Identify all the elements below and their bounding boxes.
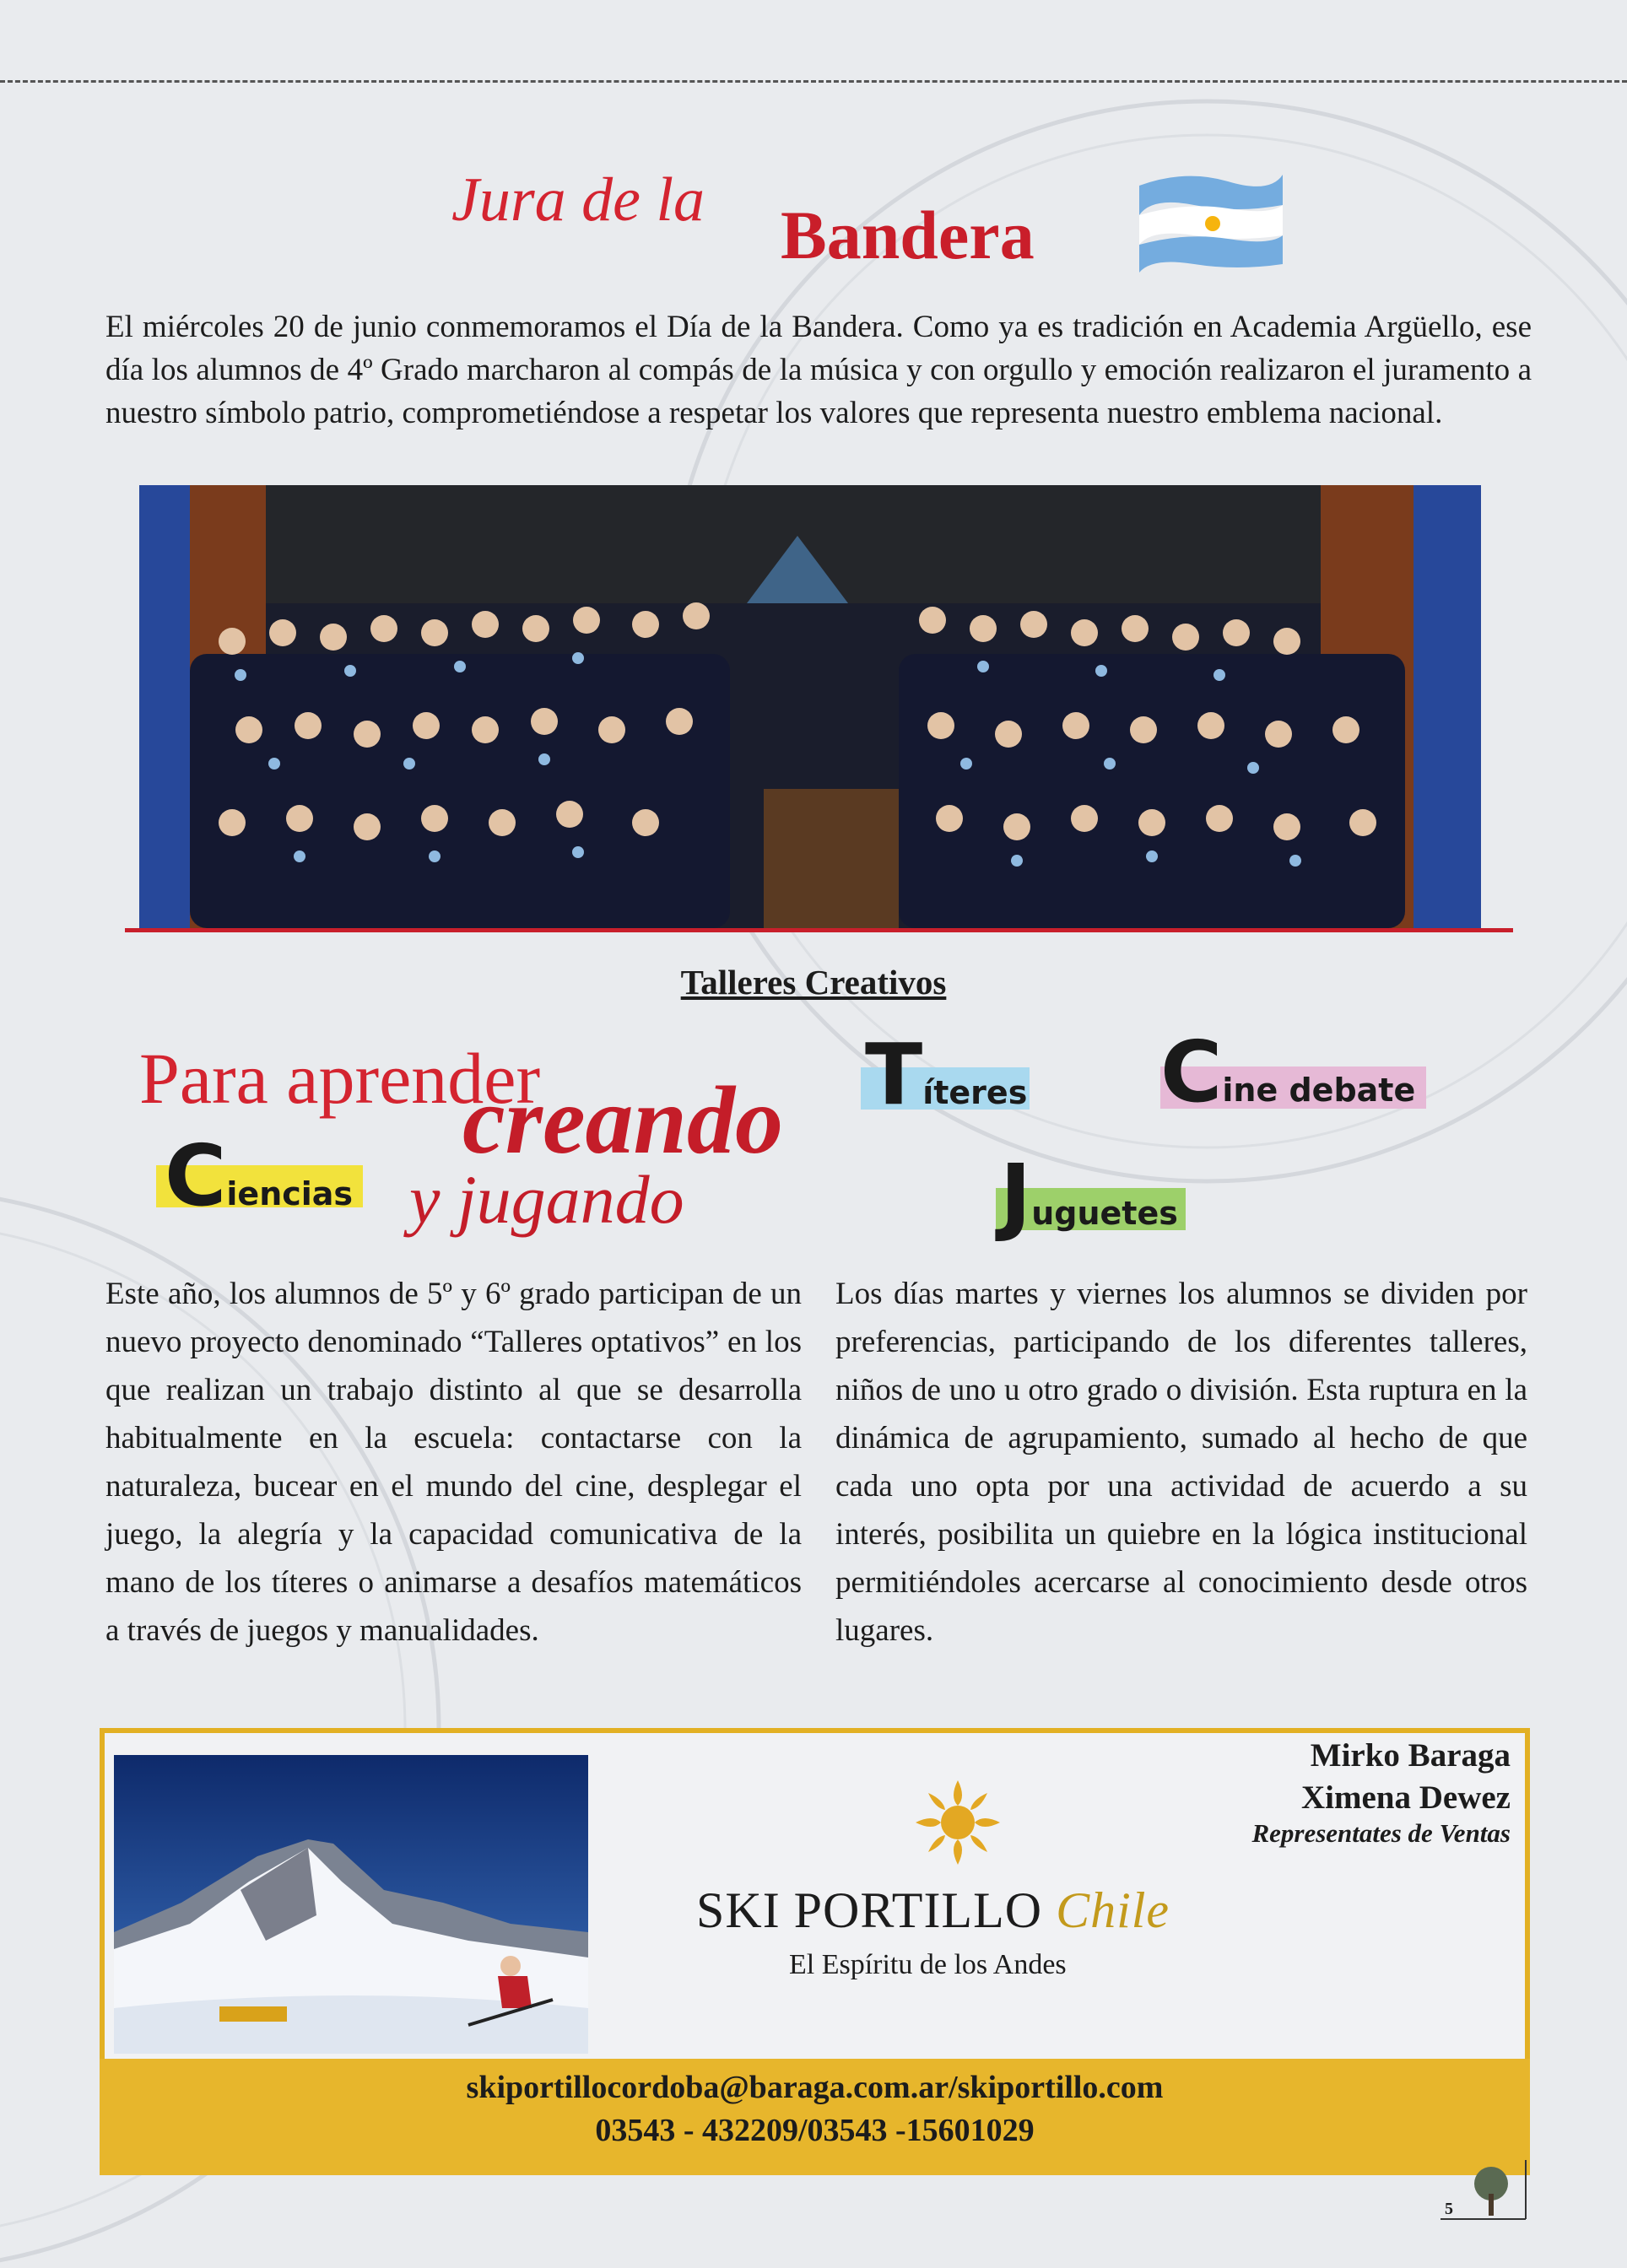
- tag-titeres-initial: T: [865, 1025, 923, 1124]
- group-photo: [139, 485, 1481, 928]
- brand-slogan: El Espíritu de los Andes: [789, 1949, 1067, 1980]
- brand-country: Chile: [1056, 1882, 1170, 1938]
- rep-name-1: Mirko Baraga: [1310, 1737, 1511, 1774]
- intro-paragraph: El miércoles 20 de junio conmemoramos el Día de la Bandera. Como ya es tradición en Academia Argüello, ese día los alumnos de 4º Grado marcharon al compás de la música y con orgullo y emoción realizaron el juramento a nuestro símbolo patrio, comprometiéndose a respetar los valores que representa nuestro emblema nacional.: [105, 310, 1532, 430]
- sun-logo-icon: [911, 1776, 1004, 1869]
- tag-cine-initial: C: [1160, 1023, 1223, 1121]
- title-script: Jura de la: [451, 165, 705, 235]
- tag-juguetes-rest: uguetes: [1031, 1195, 1178, 1232]
- ad-mountain-photo: [114, 1755, 588, 2054]
- section-heading: Talleres Creativos: [680, 963, 947, 1002]
- tag-cine-debate: [1160, 1023, 1415, 1121]
- title-bold: Bandera: [781, 197, 1035, 273]
- tag-juguetes: [1000, 1146, 1178, 1245]
- red-divider: [125, 928, 1513, 932]
- rep-name-2: Ximena Dewez: [1301, 1779, 1511, 1816]
- contact-web: skiportillocordoba@baraga.com.ar/skiportillo.com: [466, 2070, 1164, 2105]
- page-number: 5: [1445, 2200, 1453, 2218]
- tag-ciencias-rest: iencias: [226, 1175, 354, 1212]
- tag-titeres-rest: íteres: [922, 1074, 1028, 1111]
- body-column-left: Este año, los alumnos de 5º y 6º grado participan de un nuevo proyecto denominado “Talleres optativos” en los que realizan un trabajo distinto al que se desarrolla habitualmente en la escuela: contactarse con la naturaleza, bucear en el mundo del cine, desplegar el juego, la alegría y la capacidad comunicativa de la mano de los títeres o animarse a desafíos matemáticos a través de juegos y manualidades.: [105, 1277, 802, 1648]
- tag-cine-rest: ine debate: [1222, 1072, 1416, 1109]
- brand-name: [696, 1882, 1170, 1940]
- headline-line3: y jugando: [409, 1161, 684, 1238]
- tag-ciencias-initial: C: [165, 1126, 227, 1225]
- brand-name-text: SKI PORTILLO: [696, 1882, 1043, 1938]
- body-column-right: Los días martes y viernes los alumnos se dividen por preferencias, participando de los diferentes talleres, niños de uno u otro grado o división. Esta ruptura en la dinámica de agrupamiento, sumado al hecho de que cada uno opta por una actividad de acuerdo a su interés, posibilita un quiebre en la lógica institucional permitiéndoles acercarse al conocimiento desde otros lugares.: [835, 1277, 1527, 1648]
- rep-role: Representates de Ventas: [1251, 1818, 1511, 1848]
- headline-line2: creando: [462, 1066, 783, 1174]
- tag-juguetes-initial: J: [1000, 1146, 1032, 1245]
- contact-phone: 03543 - 432209/03543 -15601029: [595, 2113, 1035, 2148]
- argentina-flag-icon: [1135, 165, 1287, 274]
- headline-line1: Para aprender: [139, 1038, 541, 1119]
- tag-titeres: [865, 1025, 1027, 1124]
- tag-ciencias: [165, 1126, 353, 1225]
